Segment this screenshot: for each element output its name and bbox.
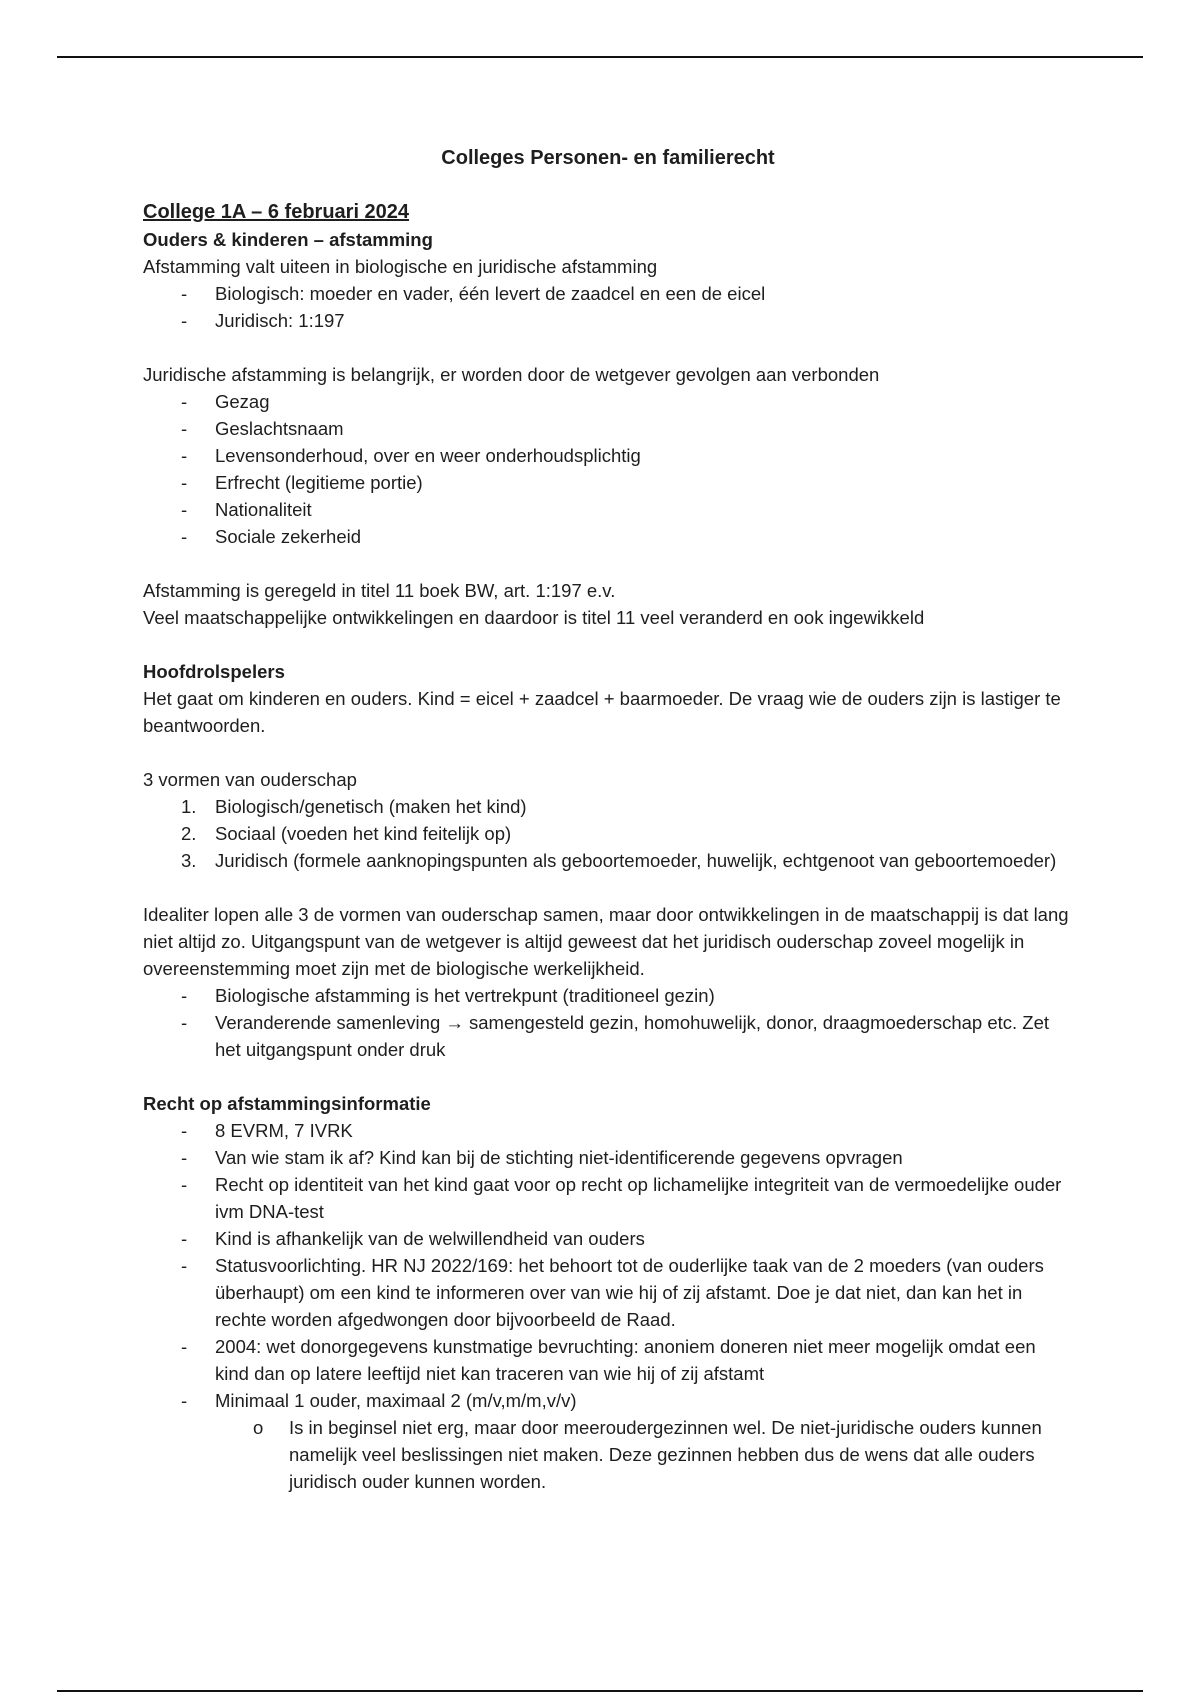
section-heading: Ouders & kinderen – afstamming <box>143 229 433 250</box>
list-item: - Nationaliteit <box>181 499 312 520</box>
list-item: 3. Juridisch (formele aanknopingspunten als geboortemoeder, huwelijk, echtgenoot van geboortemoeder) <box>181 850 1057 871</box>
paragraph: Veel maatschappelijke ontwikkelingen en daardoor is titel 11 veel veranderd en ook ingewikkeld <box>143 607 925 628</box>
list-item: - 8 EVRM, 7 IVRK <box>181 1120 353 1141</box>
list-item: - Veranderende samenleving → samengesteld gezin, homohuwelijk, donor, draagmoederschap etc. Zet het uitgangspunt onder druk <box>181 1012 1050 1060</box>
sub-bullet-list <box>143 1414 1073 1495</box>
list-item: - Van wie stam ik af? Kind kan bij de stichting niet-identificerende gegevens opvragen <box>181 1147 903 1168</box>
list-item: - Kind is afhankelijk van de welwillendheid van ouders <box>181 1228 645 1249</box>
document-body <box>143 144 1073 1495</box>
top-rule <box>57 56 1143 58</box>
bullet-list <box>143 388 1073 550</box>
paragraph: Juridische afstamming is belangrijk, er worden door de wetgever gevolgen aan verbonden <box>143 364 880 385</box>
list-item: - Juridisch: 1:197 <box>181 310 345 331</box>
list-item: 2. Sociaal (voeden het kind feitelijk op) <box>181 823 512 844</box>
paragraph: Afstamming is geregeld in titel 11 boek BW, art. 1:197 e.v. <box>143 580 616 601</box>
paragraph: 3 vormen van ouderschap <box>143 769 357 790</box>
list-item: - Biologisch: moeder en vader, één levert de zaadcel en een de eicel <box>181 283 766 304</box>
list-item: o Is in beginsel niet erg, maar door meeroudergezinnen wel. De niet-juridische ouders kunnen namelijk veel beslissingen niet maken. Deze gezinnen hebben dus de wens dat alle ouders juridisch ouder kunnen worden. <box>253 1417 1042 1492</box>
list-item: - Biologische afstamming is het vertrekpunt (traditioneel gezin) <box>181 985 715 1006</box>
list-item: - 2004: wet donorgegevens kunstmatige bevruchting: anoniem doneren niet meer mogelijk omdat een kind dan op latere leeftijd niet kan traceren van wie hij of zij afstamt <box>181 1336 1036 1384</box>
bottom-rule <box>57 1690 1143 1692</box>
paragraph: Idealiter lopen alle 3 de vormen van ouderschap samen, maar door ontwikkelingen in de maatschappij is dat lang niet altijd zo. Uitgangspunt van de wetgever is altijd geweest dat het juridisch ouderschap zoveel mogelijk in overeenstemming moet zijn met de biologische werkelijkheid. <box>143 904 1069 979</box>
bullet-list <box>143 1117 1073 1414</box>
list-item: 1. Biologisch/genetisch (maken het kind) <box>181 796 527 817</box>
document-title: Colleges Personen- en familierecht <box>441 147 775 169</box>
paragraph: Het gaat om kinderen en ouders. Kind = eicel + zaadcel + baarmoeder. De vraag wie de ouders zijn is lastiger te beantwoorden. <box>143 688 1061 736</box>
list-item: - Gezag <box>181 391 270 412</box>
section-heading: Hoofdrolspelers <box>143 661 285 682</box>
list-item: - Statusvoorlichting. HR NJ 2022/169: het behoort tot de ouderlijke taak van de 2 moeders (van ouders überhaupt) om een kind te informeren over van wie hij of zij afstamt. Doe je dat niet, dan kan het in rechte worden afgedwongen door bijvoorbeeld de Raad. <box>181 1255 1044 1330</box>
bullet-list <box>143 982 1073 1063</box>
list-item: - Sociale zekerheid <box>181 526 362 547</box>
list-item: - Erfrecht (legitieme portie) <box>181 472 423 493</box>
list-item: - Levensonderhoud, over en weer onderhoudsplichtig <box>181 445 641 466</box>
lecture-title: College 1A – 6 februari 2024 <box>143 201 410 223</box>
bullet-list <box>143 280 1073 334</box>
section-heading: Recht op afstammingsinformatie <box>143 1093 431 1114</box>
list-item: - Minimaal 1 ouder, maximaal 2 (m/v,m/m,v/v) <box>181 1390 577 1411</box>
list-item: - Recht op identiteit van het kind gaat voor op recht op lichamelijke integriteit van de vermoedelijke ouder ivm DNA-test <box>181 1174 1062 1222</box>
numbered-list <box>143 793 1073 874</box>
paragraph: Afstamming valt uiteen in biologische en juridische afstamming <box>143 256 658 277</box>
list-item: - Geslachtsnaam <box>181 418 344 439</box>
